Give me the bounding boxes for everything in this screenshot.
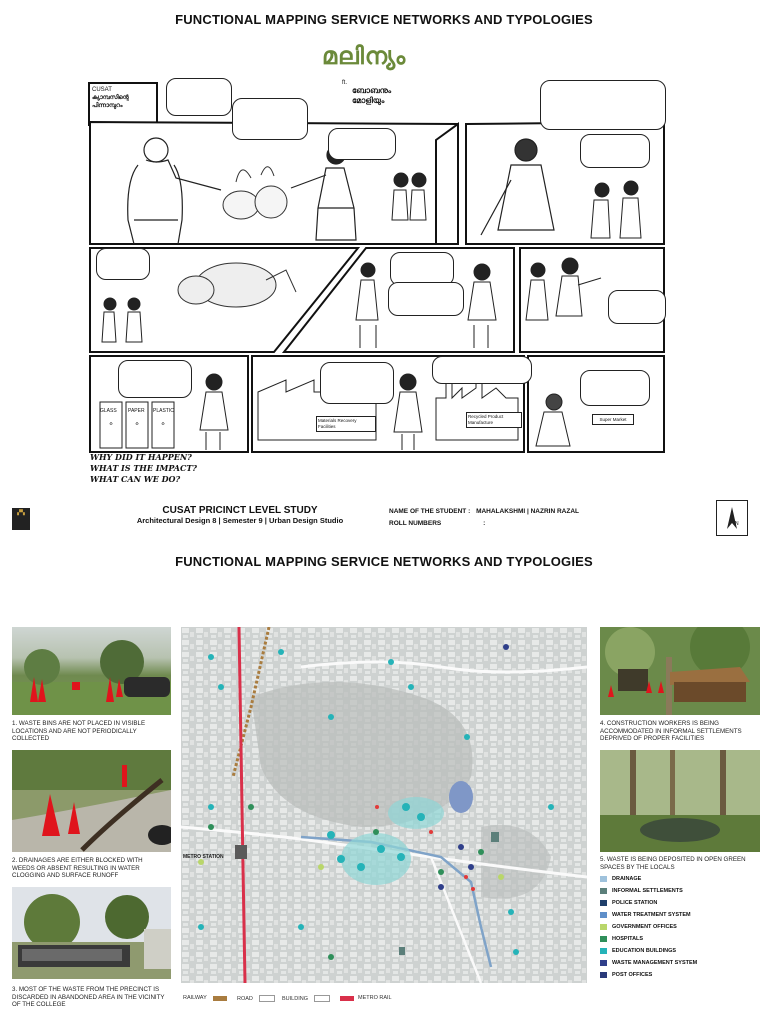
comic-location-line1: CUSAT: [92, 87, 112, 93]
speech-bubble: [118, 360, 192, 398]
north-arrow-icon: [716, 500, 748, 536]
north-label: N: [735, 521, 739, 527]
question-what: WHAT CAN WE DO?: [90, 474, 181, 484]
comic-logo-title: മലിന്യം: [322, 42, 407, 70]
section-title: FUNCTIONAL MAPPING SERVICE NETWORKS AND TYPOLOGIES: [175, 554, 593, 569]
legend-label: WATER TREATMENT SYSTEM: [612, 912, 691, 918]
legend-drainage: [600, 876, 641, 882]
page-title: FUNCTIONAL MAPPING SERVICE NETWORKS AND TYPOLOGIES: [175, 12, 593, 27]
speech-bubble: [232, 98, 308, 140]
caption-1: 1. WASTE BINS ARE NOT PLACED IN VISIBLE LOCATIONS AND ARE NOT PERIODICALLY COLLECTED: [12, 720, 146, 742]
svg-text:♻: ♻: [135, 421, 139, 426]
svg-text:♻: ♻: [109, 421, 113, 426]
legend-hospitals: [600, 936, 643, 942]
photo-green-waste: [600, 750, 760, 852]
speech-bubble: [166, 78, 232, 116]
speech-bubble: [608, 290, 666, 324]
bin-label-paper: PAPER: [128, 408, 145, 414]
photo-informal-settlements: [600, 627, 760, 715]
legend-metro-rail: [340, 995, 392, 1001]
metro-station-label: METRO STATION: [183, 854, 224, 860]
roll-sep: :: [483, 520, 486, 527]
comic-logo-subtitle: ബോബനും മോളിയും: [352, 86, 392, 105]
photo-drainage: [12, 750, 171, 852]
roll-label: ROLL NUMBERS: [389, 520, 442, 527]
speech-bubble: [390, 252, 454, 286]
speech-bubble: [580, 370, 650, 406]
factory-label: Recycled Product Manufacture: [466, 412, 522, 428]
bin-label-plastic: PLASTIC: [153, 408, 174, 414]
site-map: [181, 627, 587, 983]
legend-road: [237, 995, 275, 1002]
market-label: Super Market: [592, 414, 634, 425]
speech-bubble: [388, 282, 464, 316]
caption-3: 3. MOST OF THE WASTE FROM THE PRECINCT IS DISCARDED IN ABANDONED AREA IN THE VICINITY OF THE COLLEGE: [12, 986, 165, 1008]
legend-label: GOVERNMENT OFFICES: [612, 924, 677, 930]
legend-waste-management: [600, 960, 697, 966]
legend-label: DRAINAGE: [612, 876, 642, 882]
legend-police-station: [600, 900, 657, 906]
study-subtitle: Architectural Design 8 | Semester 9 | Urban Design Studio: [136, 516, 344, 525]
speech-bubble: [540, 80, 666, 130]
photo-abandoned-waste: [12, 887, 171, 979]
comic-location-line2: ക്യാമ്പസിന്റെ പിന്നാമ്പുറം: [92, 95, 129, 109]
question-why: WHY DID IT HAPPEN?: [90, 452, 192, 462]
roll-info: [389, 520, 485, 527]
legend-label: INFORMAL SETTLEMENTS: [612, 888, 683, 894]
student-label: NAME OF THE STUDENT :: [389, 508, 471, 515]
study-header: [0, 505, 420, 525]
legend-railway: [183, 995, 227, 1001]
question-impact: WHAT IS THE IMPACT?: [90, 463, 197, 473]
legend-water-treatment: [600, 912, 691, 918]
speech-bubble: [96, 248, 150, 280]
caption-4: 4. CONSTRUCTION WORKERS IS BEING ACCOMMODATED IN INFORMAL SETTLEMENTS DEPRIVED OF PROPER FACILITIES: [600, 720, 742, 742]
svg-text:♻: ♻: [161, 421, 165, 426]
mrf-label: Materials Recovery Facilities: [316, 416, 376, 432]
legend-label: EDUCATION BUILDINGS: [612, 948, 677, 954]
legend-label: POLICE STATION: [612, 900, 658, 906]
comic-questions: [90, 452, 197, 485]
study-title: CUSAT PRICINCT LEVEL STUDY: [162, 505, 318, 516]
caption-2: 2. DRAINAGES ARE EITHER BLOCKED WITH WEEDS OR ABSENT RESULTING IN WATER CLOGGING AND SURFACE RUNOFF: [12, 857, 143, 879]
legend-label: BUILDING: [282, 995, 308, 1002]
comic-logo: [322, 42, 442, 112]
caption-5: 5. WASTE IS BEING DEPOSITED IN OPEN GREEN SPACES BY THE LOCALS: [600, 856, 746, 871]
speech-bubble: [580, 134, 650, 168]
speech-bubble: [432, 356, 532, 384]
legend-label: POST OFFICES: [612, 972, 653, 978]
legend-label: METRO RAIL: [358, 995, 392, 1001]
comic-logo-ft: ft.: [342, 80, 348, 86]
legend-label: HOSPITALS: [612, 936, 644, 942]
legend-government-offices: [600, 924, 677, 930]
legend-education-buildings: [600, 948, 676, 954]
student-info: [389, 508, 579, 515]
photo-waste-bins: [12, 627, 171, 715]
studio-logo: ▞▚: [12, 508, 30, 530]
legend-informal-settlements: [600, 888, 683, 894]
legend-label: WASTE MANAGEMENT SYSTEM: [612, 960, 698, 966]
speech-bubble: [328, 128, 396, 160]
legend-post-offices: [600, 972, 652, 978]
legend-label: ROAD: [237, 995, 253, 1002]
legend-building: [282, 995, 330, 1002]
legend-swatch: [600, 876, 607, 882]
bin-label-glass: GLASS: [100, 408, 117, 414]
speech-bubble: [320, 362, 394, 404]
student-value: MAHALAKSHMI | NAZRIN RAZAL: [476, 508, 579, 515]
legend-label: RAILWAY: [183, 995, 207, 1001]
